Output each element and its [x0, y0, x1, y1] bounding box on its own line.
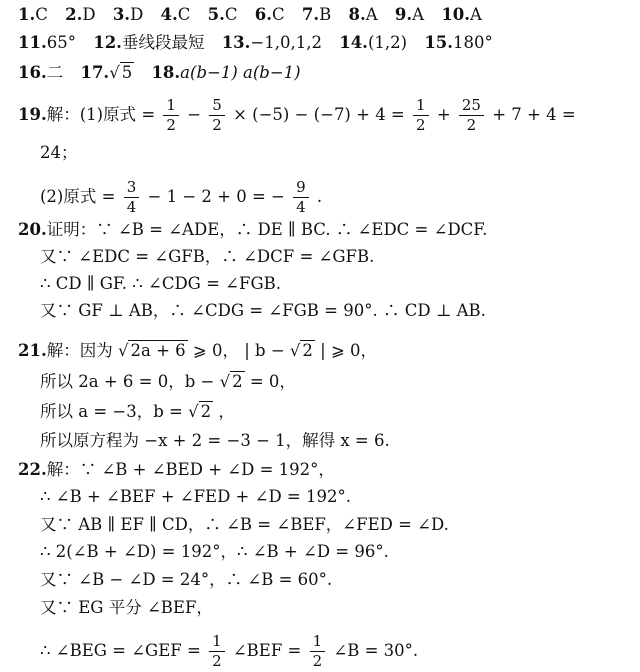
answer-15: 15.180°	[424, 33, 493, 52]
answer-11: 11.65°	[18, 33, 76, 52]
sqrt-2: √ 2	[188, 402, 212, 421]
fraction: $\frac{25}{2}$	[459, 98, 484, 133]
q21-line-3: 所以 a = −3，b = √ 2 ，	[40, 402, 235, 421]
q20-line-4: 又∵ GF ⊥ AB，∴ ∠CDG = ∠FGB = 90°. ∴ CD ⊥ AB.	[40, 301, 486, 320]
answers-row-1	[18, 4, 482, 26]
fraction: $\frac{1}{2}$	[310, 634, 326, 669]
answer-13: 13.−1,0,1,2	[221, 33, 322, 52]
q20-line-2: 又∵ ∠EDC = ∠GFB，∴ ∠DCF = ∠GFB.	[40, 247, 375, 266]
q22-line-1: 22.解：∵ ∠B + ∠BED + ∠D = 192°，	[18, 460, 335, 479]
fraction: $\frac{5}{2}$	[209, 98, 225, 133]
answer-2: 2.D	[65, 5, 96, 24]
answer-6: 6.C	[254, 5, 285, 24]
answer-1: 1.C	[18, 5, 48, 24]
fraction: $\frac{1}{2}$	[209, 634, 225, 669]
q22-line-6: 又∵ EG 平分 ∠BEF，	[40, 598, 213, 617]
q20-line-3: ∴ CD ∥ GF. ∴ ∠CDG = ∠FGB.	[40, 274, 281, 293]
answer-8: 8.A	[348, 5, 378, 24]
answer-18: 18.a(b−1) a(b−1)	[151, 63, 301, 82]
sqrt-2a-plus-6: √ 2a + 6	[117, 341, 186, 360]
q22-line-3: 又∵ AB ∥ EF ∥ CD，∴ ∠B = ∠BEF，∠FED = ∠D.	[40, 515, 449, 534]
sqrt-5: √ 5	[109, 63, 133, 82]
answer-7: 7.B	[301, 5, 332, 24]
q22-line-7: ∴ ∠BEG = ∠GEF = $\frac{1}{2}$ ∠BEF = $\frac{1}{2}$ ∠B = 30°.	[40, 632, 419, 670]
answer-3: 3.D	[112, 5, 144, 24]
fraction: $\frac{3}{4}$	[124, 180, 140, 215]
q22-line-2: ∴ ∠B + ∠BEF + ∠FED + ∠D = 192°.	[40, 487, 351, 506]
q19-line-2: 24；	[40, 143, 78, 162]
q22-line-4: ∴ 2(∠B + ∠D) = 192°，∴ ∠B + ∠D = 96°.	[40, 542, 389, 561]
q21-line-4: 所以原方程为 −x + 2 = −3 − 1，解得 x = 6.	[40, 431, 390, 450]
fraction: $\frac{9}{4}$	[293, 180, 309, 215]
answer-4: 4.C	[160, 5, 191, 24]
q21-line-1: 21.解：因为 √ 2a + 6 ⩾ 0， | b − √ 2 | ⩾ 0，	[18, 341, 378, 360]
answer-5: 5.C	[207, 5, 238, 24]
q21-line-2: 所以 2a + 6 = 0，b − √ 2 = 0，	[40, 372, 296, 391]
answers-row-2	[18, 32, 493, 54]
q19-line-1: 19.解：(1)原式 = $\frac{1}{2}$ − $\frac{5}{2}$ × (−5) − (−7) + 4 = $\frac{1}{2}$ + $\frac{25}{2}$ + 7 + 4 =	[18, 96, 576, 134]
answer-9: 9.A	[394, 5, 425, 24]
answer-10: 10.A	[441, 5, 482, 24]
answers-row-3	[18, 62, 301, 84]
sqrt-2: √ 2	[219, 372, 243, 391]
answer-17: 17.√ 5	[80, 63, 133, 82]
q19-line-3: (2)原式 = $\frac{3}{4}$ − 1 − 2 + 0 = − $\frac{9}{4}$ .	[40, 178, 323, 216]
answer-12: 12.垂线段最短	[93, 33, 205, 52]
fraction: $\frac{1}{2}$	[413, 98, 429, 133]
fraction: $\frac{1}{2}$	[163, 98, 179, 133]
q20-line-1: 20.证明：∵ ∠B = ∠ADE，∴ DE ∥ BC. ∴ ∠EDC = ∠DCF.	[18, 220, 488, 239]
answer-14: 14.(1,2)	[339, 33, 408, 52]
answer-16: 16.二	[18, 63, 64, 82]
q22-line-5: 又∵ ∠B − ∠D = 24°，∴ ∠B = 60°.	[40, 570, 333, 589]
sqrt-2: √ 2	[289, 341, 313, 360]
